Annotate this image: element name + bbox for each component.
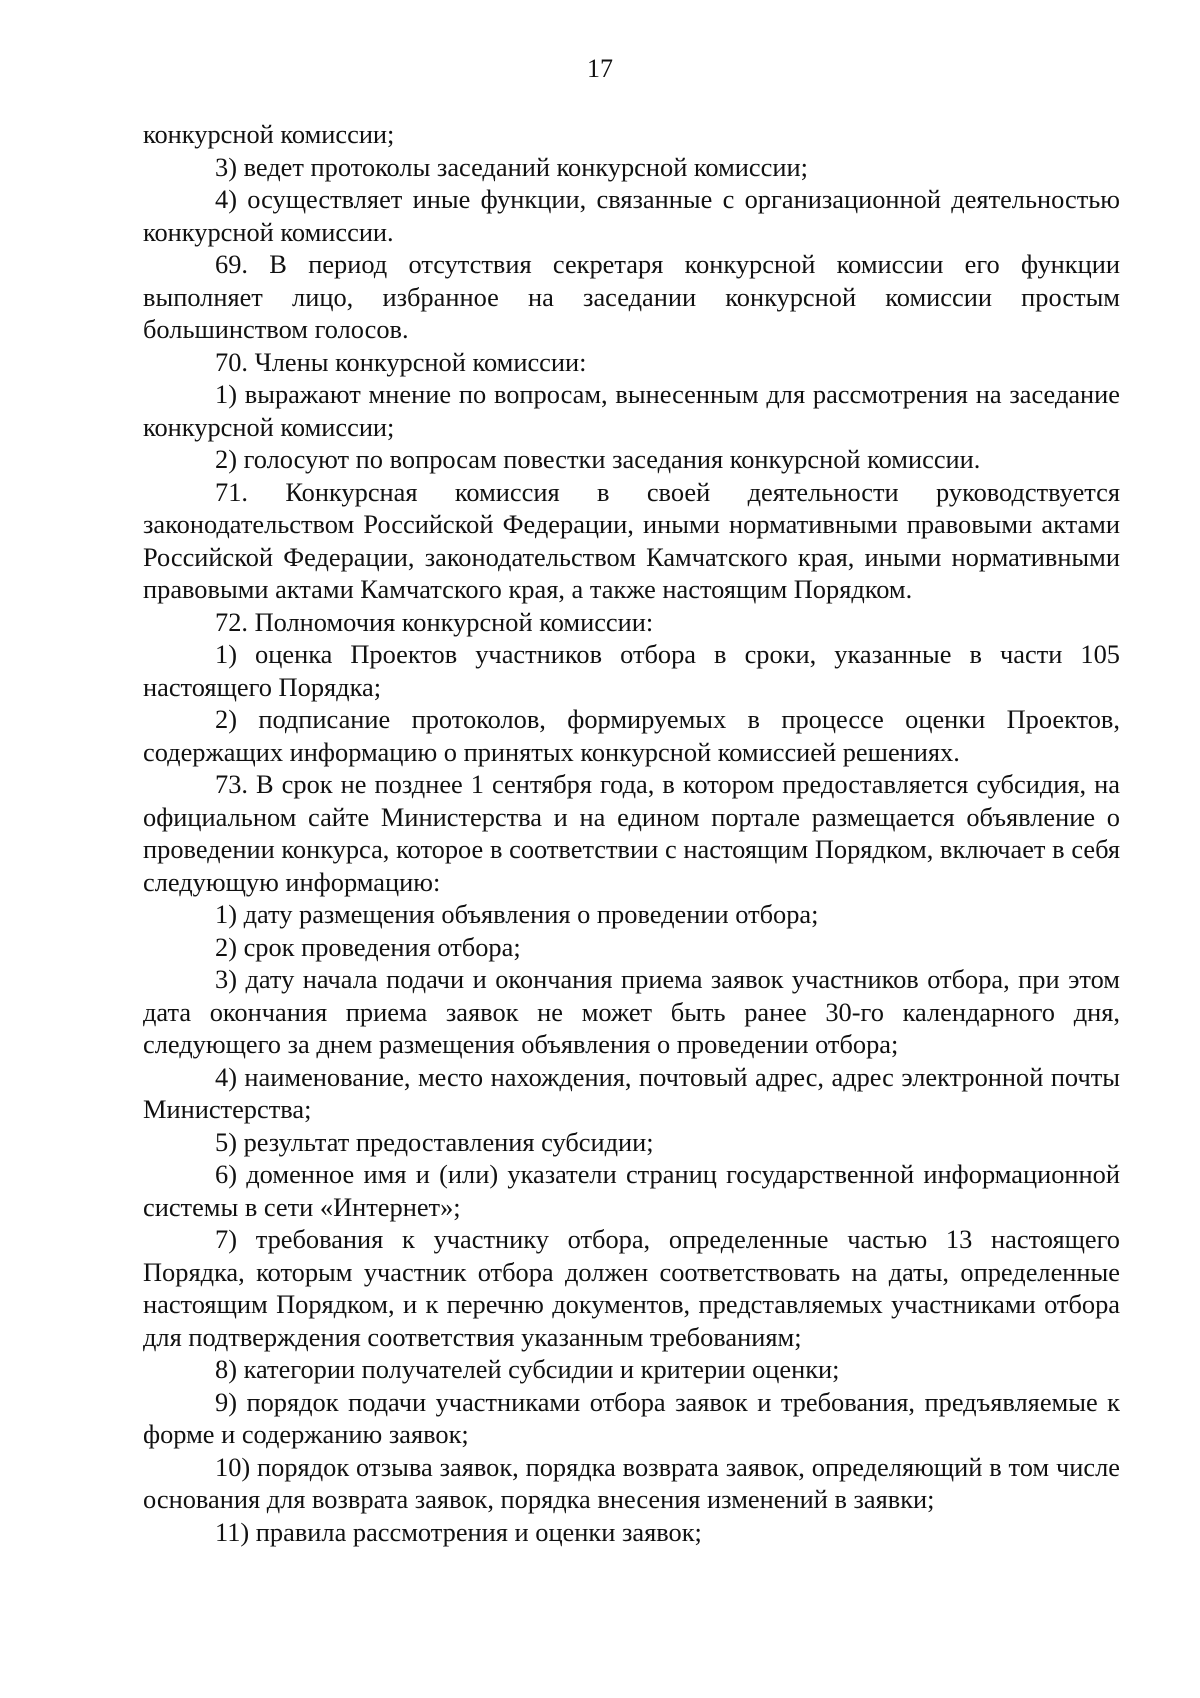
paragraph-73-item-11: 11) правила рассмотрения и оценки заявок; <box>215 1516 702 1547</box>
paragraph-73-item-8: 8) категории получателей субсидии и критерии оценки; <box>215 1354 840 1384</box>
paragraph-70: 70. Члены конкурсной комиссии: <box>215 346 587 377</box>
paragraph-72-item-1: 1) оценка Проектов участников отбора в сроки, указанные в части 105 настоящего Порядка; <box>143 639 1120 702</box>
paragraph-72: 72. Полномочия конкурсной комиссии: <box>215 606 654 637</box>
paragraph-73-item-7: 7) требования к участнику отбора, определенные частью 13 настоящего Порядка, которым участник отбора должен соответствовать на даты, определенные настоящим Порядком, и к перечню документов, представляемых участниками отбора для подтверждения соответствия указанным требованиям; <box>143 1224 1120 1352</box>
paragraph-73-item-1: 1) дату размещения объявления о проведении отбора; <box>215 899 819 929</box>
paragraph-70-item-1: 1) выражают мнение по вопросам, вынесенным для рассмотрения на заседание конкурсной комиссии; <box>143 379 1120 442</box>
paragraph-72-item-2: 2) подписание протоколов, формируемых в процессе оценки Проектов, содержащих информацию о принятых конкурсной комиссией решениях. <box>143 704 1120 767</box>
paragraph-73-item-9: 9) порядок подачи участниками отбора заявок и требования, предъявляемые к форме и содержанию заявок; <box>143 1386 1120 1449</box>
paragraph-item-3: 3) ведет протоколы заседаний конкурсной комиссии; <box>215 151 808 182</box>
paragraph-73: 73. В срок не позднее 1 сентября года, в котором предоставляется субсидия, на официальном сайте Министерства и на едином портале размещается объявление о проведении конкурса, которое в соответствии с настоящим Порядком, включает в себя следующую информацию: <box>143 769 1120 897</box>
document-body <box>143 118 1120 1548</box>
paragraph-71: 71. Конкурсная комиссия в своей деятельности руководствуется законодательством Российской Федерации, иными нормативными правовыми актами Российской Федерации, законодательством Камчатского края, иными нормативными правовыми актами Камчатского края, а также настоящим Порядком. <box>143 476 1120 604</box>
paragraph-73-item-6: 6) доменное имя и (или) указатели страниц государственной информационной системы в сети «Интернет»; <box>143 1159 1120 1222</box>
page-number: 17 <box>587 54 613 83</box>
paragraph-73-item-5: 5) результат предоставления субсидии; <box>215 1126 654 1157</box>
paragraph-continuation: конкурсной комиссии; <box>143 119 395 149</box>
paragraph-73-item-3: 3) дату начала подачи и окончания приема заявок участников отбора, при этом дата окончания приема заявок не может быть ранее 30-го календарного дня, следующего за днем размещения объявления о проведении отбора; <box>143 964 1120 1059</box>
paragraph-70-item-2: 2) голосуют по вопросам повестки заседания конкурсной комиссии. <box>215 444 981 474</box>
paragraph-73-item-2: 2) срок проведения отбора; <box>215 931 521 962</box>
paragraph-69: 69. В период отсутствия секретаря конкурсной комиссии его функции выполняет лицо, избранное на заседании конкурсной комиссии простым большинством голосов. <box>143 249 1120 344</box>
paragraph-73-item-4: 4) наименование, место нахождения, почтовый адрес, адрес электронной почты Министерства; <box>143 1061 1120 1124</box>
paragraph-item-4: 4) осуществляет иные функции, связанные с организационной деятельностью конкурсной комиссии. <box>143 184 1120 247</box>
paragraph-73-item-10: 10) порядок отзыва заявок, порядка возврата заявок, определяющий в том числе основания для возврата заявок, порядка внесения изменений в заявки; <box>143 1451 1120 1514</box>
